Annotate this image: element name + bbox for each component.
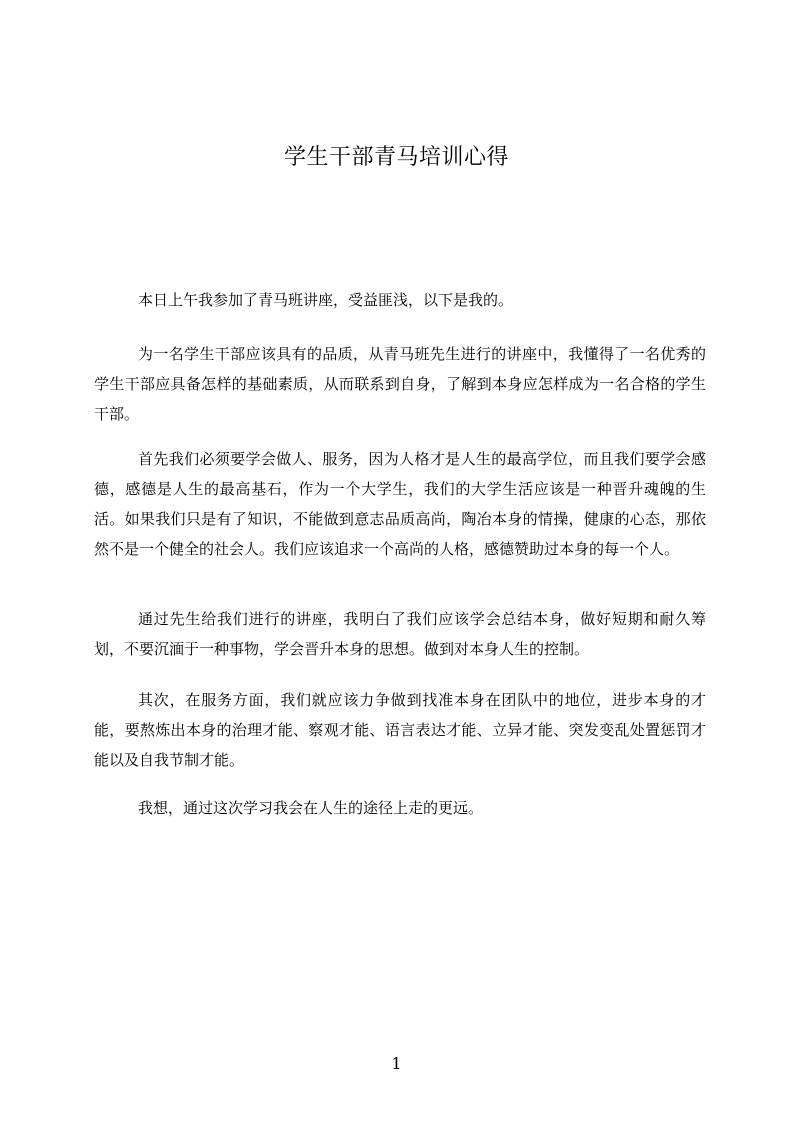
paragraph-qualities: 为一名学生干部应该具有的品质，从青马班先生进行的讲座中，我懂得了一名优秀的学生干部应具备怎样的基础素质，从而联系到自身，了解到本身应怎样成为一名合格的学生干部。	[94, 345, 706, 423]
paragraph-character: 首先我们必须要学会做人、服务，因为人格才是人生的最高学位，而且我们要学会感德，感德是人生的最高基石，作为一个大学生，我们的大学生活应该是一种晋升魂魄的生活。如果我们只是有了知识，不能做到意志品质高尚，陶冶本身的情操，健康的心态，那依然不是一个健全的社会人。我们应该追求一个高尚的人格，感德赞助过本身的每一个人。	[94, 450, 706, 558]
paragraph-service-abilities: 其次，在服务方面，我们就应该力争做到找准本身在团队中的地位，进步本身的才能，要熬炼出本身的治理才能、察观才能、语言表达才能、立异才能、突发变乱处置惩罚才能以及自我节制才能。	[94, 691, 706, 769]
paragraph-conclusion: 我想，通过这次学习我会在人生的途径上走的更远。	[138, 799, 484, 817]
page-number: 1	[391, 1054, 402, 1073]
paragraph-intro: 本日上午我参加了青马班讲座，受益匪浅，以下是我的。	[138, 291, 514, 309]
paragraph-planning: 通过先生给我们进行的讲座，我明白了我们应该学会总结本身，做好短期和耐久筹划，不要沉湎于一种事物，学会晋升本身的思想。做到对本身人生的控制。	[94, 610, 706, 658]
document-title: 学生干部青马培训心得	[283, 145, 509, 170]
